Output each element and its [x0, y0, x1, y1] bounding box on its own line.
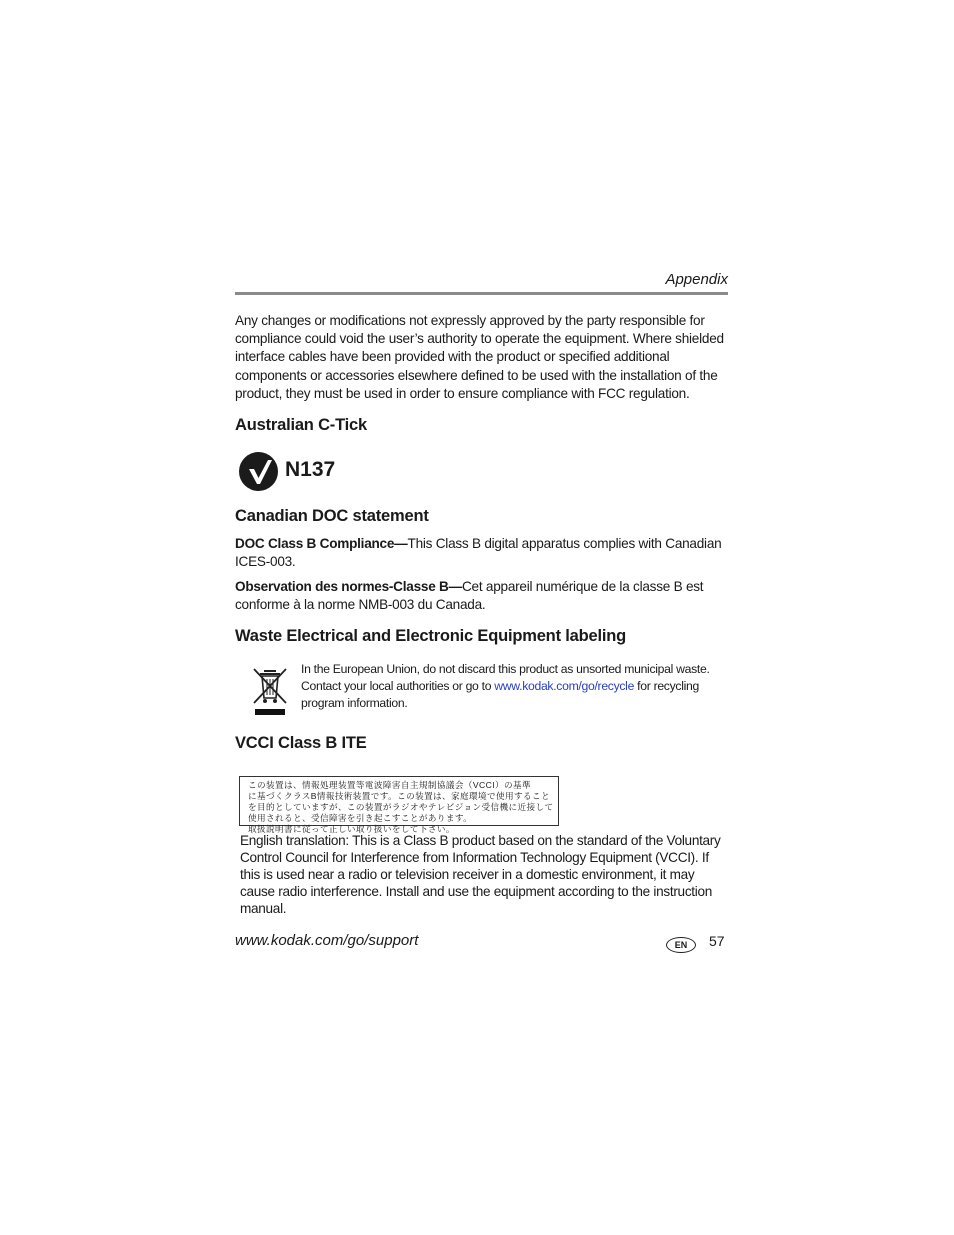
- vcci-line: に基づくクラスB情報技術装置です。この装置は、家庭環境で使用すること: [248, 791, 550, 801]
- observation-text: Cet appareil numérique de la classe B est conforme à la norme NMB-003 du Canada.: [235, 579, 704, 613]
- ctick-code: N137: [285, 458, 336, 481]
- header-rule: [235, 292, 728, 295]
- doc-compliance-lead: DOC Class B Compliance—: [235, 536, 408, 551]
- canadian-heading: Canadian DOC statement: [235, 507, 429, 525]
- fcc-intro-paragraph: Any changes or modifications not expressly approved by the party responsible for compliance could void the user’s authority to operate the equipment. Where shielded interface cables have been provided with the product or specified additional components or accessories elsewhere defined to be used with the installation of the product, they must be used in order to ensure compliance with FCC regulation.: [235, 313, 724, 401]
- ctick-heading: Australian C-Tick: [235, 416, 367, 434]
- language-badge: EN: [666, 937, 696, 953]
- doc-compliance-text: This Class B digital apparatus complies with Canadian ICES-003.: [235, 536, 722, 570]
- vcci-japanese-statement: [239, 776, 559, 834]
- vcci-line: 取扱説明書に従って正しい取り扱いをして下さい。: [248, 824, 455, 834]
- vcci-line: 使用されると、受信障害を引き起こすことがあります。: [248, 813, 473, 823]
- crossed-bin-icon: [252, 665, 288, 717]
- weee-heading: Waste Electrical and Electronic Equipment labeling: [235, 627, 626, 645]
- ctick-logo: [239, 452, 278, 491]
- checkmark-icon: [239, 452, 278, 491]
- observation-paragraph: [235, 578, 728, 614]
- page-number: 57: [709, 933, 725, 949]
- vcci-heading: VCCI Class B ITE: [235, 734, 367, 752]
- recycle-link[interactable]: www.kodak.com/go/recycle: [494, 679, 635, 693]
- running-head: Appendix: [665, 271, 728, 288]
- vcci-line: この装置は、情報処理装置等電波障害自主規制協議会（VCCI）の基準: [248, 780, 531, 790]
- vcci-line: を目的としていますが、この装置がラジオやテレビジョン受信機に近接して: [248, 802, 554, 812]
- observation-lead: Observation des normes-Classe B—: [235, 579, 462, 594]
- vcci-translation: English translation: This is a Class B product based on the standard of the Voluntary Control Council for Interference from Information Technology Equipment (VCCI). If this is used near a radio or television receiver in a domestic environment, it may cause radio interference. Install and use the equipment according to the instruction manual.: [240, 833, 721, 916]
- doc-compliance-paragraph: [235, 535, 728, 571]
- weee-paragraph: [301, 661, 726, 712]
- weee-text-before: In the European Union, do not discard this product as unsorted municipal waste. Contact your local authorities or go to: [301, 662, 710, 693]
- footer-url: www.kodak.com/go/support: [235, 932, 419, 949]
- weee-text-after: for recycling program information.: [301, 679, 699, 710]
